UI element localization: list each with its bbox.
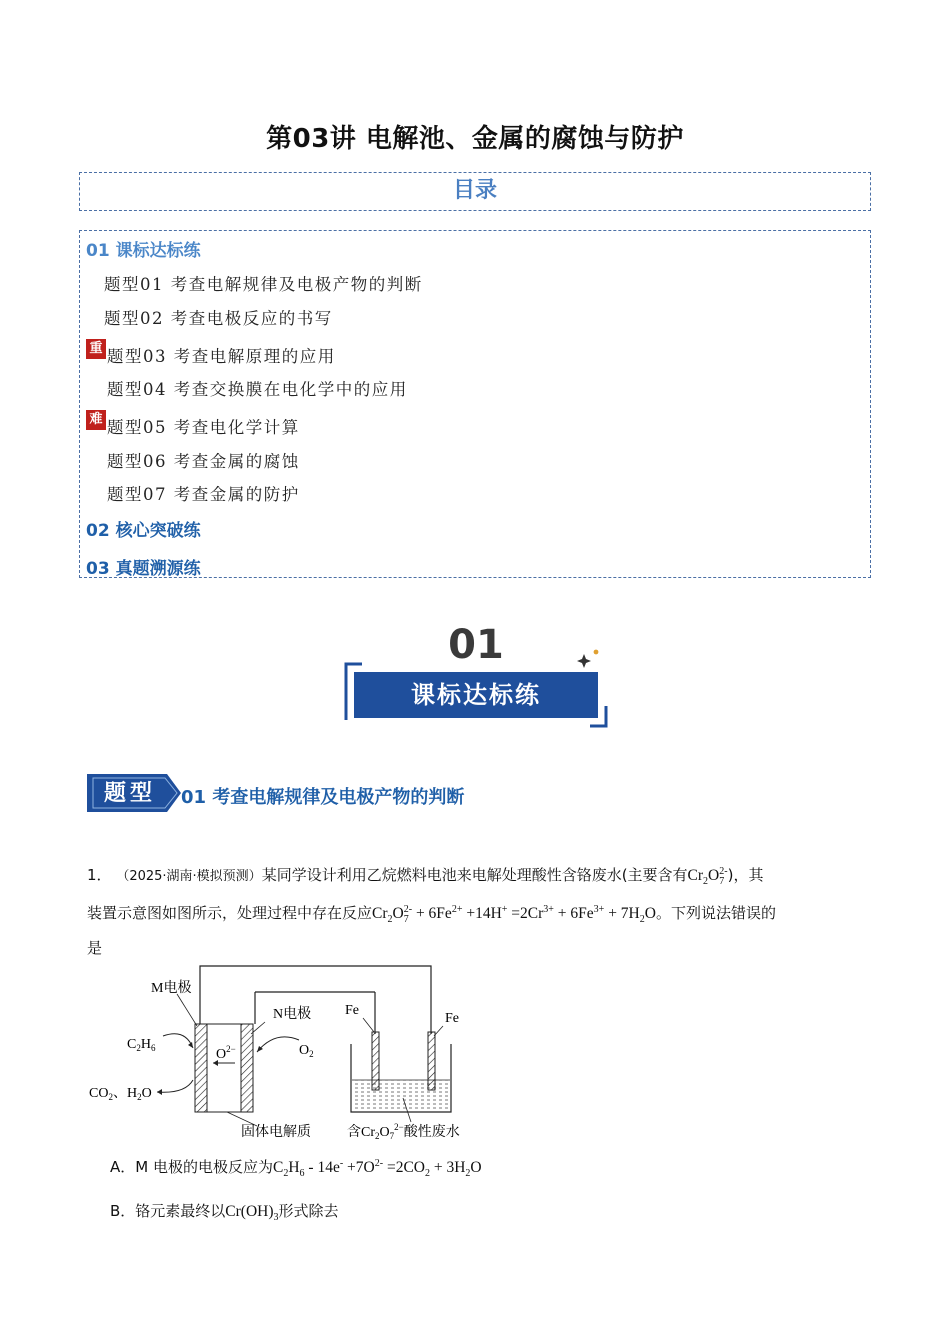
important-badge: 重: [86, 339, 106, 359]
question-source: （2025·湖南·模拟预测）: [116, 869, 262, 884]
option-a-label: A．M 电极的电极反应为: [110, 1158, 273, 1176]
label-waste-water-prefix: 含Cr: [347, 1125, 375, 1140]
option-b-label: B．铬元素最终以: [110, 1202, 226, 1220]
formula-option-b: $Cr(OH)_3$: [225, 1203, 279, 1224]
question-line-2: [87, 902, 776, 925]
sparkle-dot-icon: [594, 650, 599, 655]
svg-text:CO2、H2O: $CO_2$、$H_2O$: [89, 1086, 152, 1102]
formula-cr2o7: $Cr_2O_7^{2-}$: [687, 865, 728, 888]
question-line-1: [87, 864, 763, 887]
svg-text:含Cr2O72−酸性废水: 含$Cr_2O_7^{2-}$酸性废水: [347, 1122, 460, 1141]
qtype-title: 01 考查电解规律及电极产物的判断: [181, 787, 465, 808]
svg-text:O2: $O_2$: [299, 1043, 314, 1059]
toc-section-3[interactable]: 03 真题溯源练: [86, 559, 201, 579]
question-text-1: 某同学设计利用乙烷燃料电池来电解处理酸性含铬废水(主要含有: [261, 866, 688, 884]
formula-option-a: $C_2H_6 - 14e^- +7O^{2-} =2CO_2 + 3H_2O$: [272, 1157, 482, 1180]
qtype-tag: [87, 774, 181, 812]
label-o2: O: [299, 1043, 310, 1058]
question-number: 1．: [87, 866, 112, 884]
banner-label: 课标达标练: [354, 672, 598, 718]
toc-item-6[interactable]: 题型06 考查金属的腐蚀: [107, 452, 300, 471]
difficult-badge: 难: [86, 410, 106, 430]
label-n-electrode: N电极: [273, 1007, 312, 1022]
svg-text:C2H6: $C_2H_6$: [127, 1037, 156, 1053]
svg-text:O2−: $O^{2-}$: [216, 1044, 236, 1062]
question-text-2-end: 。下列说法错误的: [655, 904, 776, 922]
banner-number: 01: [448, 622, 504, 668]
toc-heading: 目录: [79, 172, 871, 211]
label-products: CO: [89, 1086, 109, 1101]
toc-item-2[interactable]: 题型02 考查电极反应的书写: [104, 309, 333, 328]
label-fe-left: Fe: [345, 1003, 359, 1018]
sparkle-icon: [577, 654, 591, 668]
toc-item-3[interactable]: 题型03 考查电解原理的应用: [107, 347, 336, 366]
label-fe-right: Fe: [445, 1011, 459, 1026]
label-solid-electrolyte: 固体电解质: [241, 1125, 311, 1140]
question-text-2: 装置示意图如图所示，处理过程中存在反应: [87, 904, 373, 922]
question-line-3: 是: [87, 939, 103, 957]
qtype-tag-label: 题型: [103, 780, 156, 806]
label-oxide-ion: O: [216, 1047, 227, 1062]
toc-section-1[interactable]: 01 课标达标练: [86, 241, 201, 261]
electrolysis-apparatus-diagram: [85, 962, 565, 1144]
toc-section-2[interactable]: 02 核心突破练: [86, 521, 201, 541]
section-banner: [340, 620, 612, 730]
label-waste-water-suffix: 酸性废水: [403, 1125, 460, 1140]
option-b-end: 形式除去: [278, 1202, 339, 1220]
toc-item-4[interactable]: 题型04 考查交换膜在电化学中的应用: [107, 380, 408, 399]
label-c2h6: C: [127, 1037, 137, 1052]
formula-reaction: $Cr_2O_7^{2-} + 6Fe^{2+} +14H^+ =2Cr^{3+} + 6Fe^{3+} + 7H_2O$: [372, 903, 656, 926]
option-a[interactable]: [110, 1156, 482, 1179]
toc-item-7[interactable]: 题型07 考查金属的防护: [107, 485, 300, 504]
page-title: 第03讲 电解池、金属的腐蚀与防护: [266, 124, 684, 154]
option-b[interactable]: [110, 1200, 339, 1223]
toc-item-1[interactable]: 题型01 考查电解规律及电极产物的判断: [104, 275, 423, 294]
label-m-electrode: M电极: [151, 981, 192, 996]
question-text-1-end: )，其: [727, 866, 764, 884]
toc-item-5[interactable]: 题型05 考查电化学计算: [107, 418, 300, 437]
